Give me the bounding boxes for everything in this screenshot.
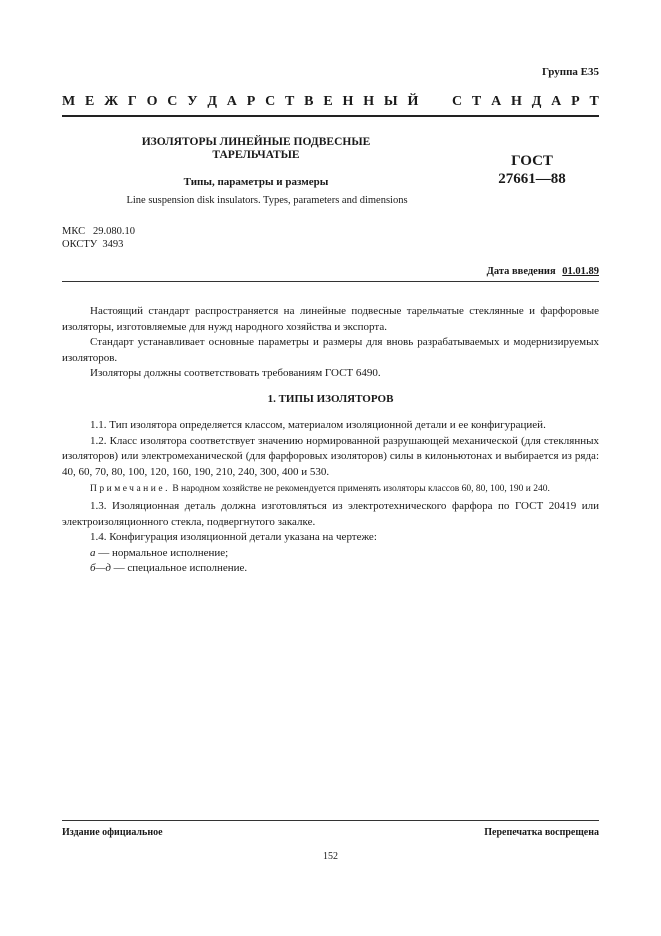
- section-heading: 1. ТИПЫ ИЗОЛЯТОРОВ: [267, 393, 394, 405]
- intro-paragraph: Изоляторы должны соответствовать требованиям ГОСТ 6490.: [90, 367, 381, 379]
- banner-letter: Р: [571, 94, 580, 109]
- banner-letter: У: [187, 94, 198, 109]
- banner-letter: Н: [363, 94, 375, 109]
- footer-rule: [62, 820, 599, 821]
- effective-date: [487, 266, 599, 277]
- group-code: Группа Е35: [541, 66, 599, 78]
- title-line-1: ИЗОЛЯТОРЫ ЛИНЕЙНЫЕ ПОДВЕСНЫЕ: [141, 136, 371, 148]
- english-title: Line suspension disk insulators. Types, parameters and dimensions: [126, 195, 408, 206]
- intro-paragraph: Стандарт устанавливает основные параметры и размеры для вновь разрабатываемых и модернизируемых изоляторов.: [62, 336, 599, 364]
- list-item-a: [62, 546, 599, 562]
- banner-letter: Н: [511, 94, 522, 109]
- item-text: — нормальное исполнение;: [95, 546, 229, 559]
- clause-1-1: 1.1. Тип изолятора определяется классом, материалом изоляционной детали и ее конфигурацией.: [90, 419, 546, 431]
- banner-letter: А: [226, 94, 237, 109]
- clause-1-2: 1.2. Класс изолятора соответствует значению нормированной разрушающей механической (для стеклянных изоляторов) или электромеханической (для фарфоровых изоляторов) силы в килоньютонах и выбирается из ряда: 40, 60, 70, 80, 100, 120, 160, 190, 210, 240, 300, 400 и 530.: [62, 434, 599, 478]
- gost-number: [490, 152, 574, 188]
- note: [62, 483, 599, 496]
- banner-letter: А: [491, 94, 502, 109]
- effective-date-label: Дата введения: [486, 266, 556, 277]
- banner-letter: Т: [471, 94, 482, 109]
- clause-1-4: 1.4. Конфигурация изоляционной детали указана на чертеже:: [90, 531, 377, 543]
- banner-gap: [428, 94, 442, 110]
- gost-label: ГОСТ: [511, 153, 553, 169]
- okstu-code: ОКСТУ 3493: [62, 238, 124, 250]
- banner-letter: Е: [85, 94, 95, 109]
- document-subtitle: Типы, параметры и размеры: [183, 176, 329, 188]
- banner-letter: В: [304, 94, 314, 109]
- title-line-2: ТАРЕЛЬЧАТЫЕ: [212, 149, 300, 161]
- clause-1-3: 1.3. Изоляционная деталь должна изготовляться из электротехнического фарфора по ГОСТ 20419 или электроизоляционного стекла, подвергнутого закалке.: [62, 500, 599, 528]
- banner-letter: Г: [127, 94, 137, 109]
- banner-letter: Т: [589, 94, 599, 109]
- standard-banner: [62, 94, 599, 110]
- banner-letter: Р: [246, 94, 256, 109]
- banner-letter: Е: [323, 94, 333, 109]
- banner-letter: С: [451, 94, 463, 109]
- mks-code: МКС 29.080.10: [62, 226, 135, 237]
- date-rule: [62, 281, 599, 282]
- note-label: Примечание.: [90, 484, 170, 494]
- classification-codes: [62, 226, 135, 251]
- page-number: 152: [323, 851, 338, 862]
- header-rule: [62, 115, 599, 117]
- effective-date-value: 01.01.89: [562, 266, 599, 277]
- banner-letter: С: [265, 94, 276, 109]
- banner-letter: Н: [342, 94, 354, 109]
- banner-letter: А: [551, 94, 562, 109]
- banner-letter: С: [167, 94, 178, 109]
- item-text: — специальное исполнение.: [110, 562, 248, 574]
- intro-paragraph: Настоящий стандарт распространяется на линейные подвесные тарельчатые стеклянные и фарфоровые изоляторы, изготовляемые для нужд народного хозяйства и экспорта.: [62, 305, 599, 333]
- footer-copyright: Перепечатка воспрещена: [484, 827, 599, 838]
- note-text: В народном хозяйстве не рекомендуется применять изоляторы классов 60, 80, 100, 190 и 240.: [172, 484, 550, 494]
- section-1-body: [62, 418, 599, 577]
- document-title: [62, 136, 450, 162]
- item-letter: б—д: [90, 562, 111, 574]
- footer-edition: Издание официальное: [62, 827, 163, 838]
- item-letter: а: [90, 546, 96, 559]
- banner-letter: Д: [207, 94, 217, 109]
- banner-letter: О: [146, 94, 158, 109]
- banner-letter: Й: [407, 94, 419, 109]
- banner-letter: М: [62, 94, 76, 109]
- banner-letter: Ы: [383, 94, 398, 109]
- banner-letter: Д: [531, 94, 542, 109]
- gost-code: 27661—88: [498, 171, 566, 187]
- list-item-b: [62, 561, 599, 577]
- introduction: [62, 304, 599, 382]
- banner-letter: Т: [285, 94, 295, 109]
- banner-letter: Ж: [104, 94, 119, 109]
